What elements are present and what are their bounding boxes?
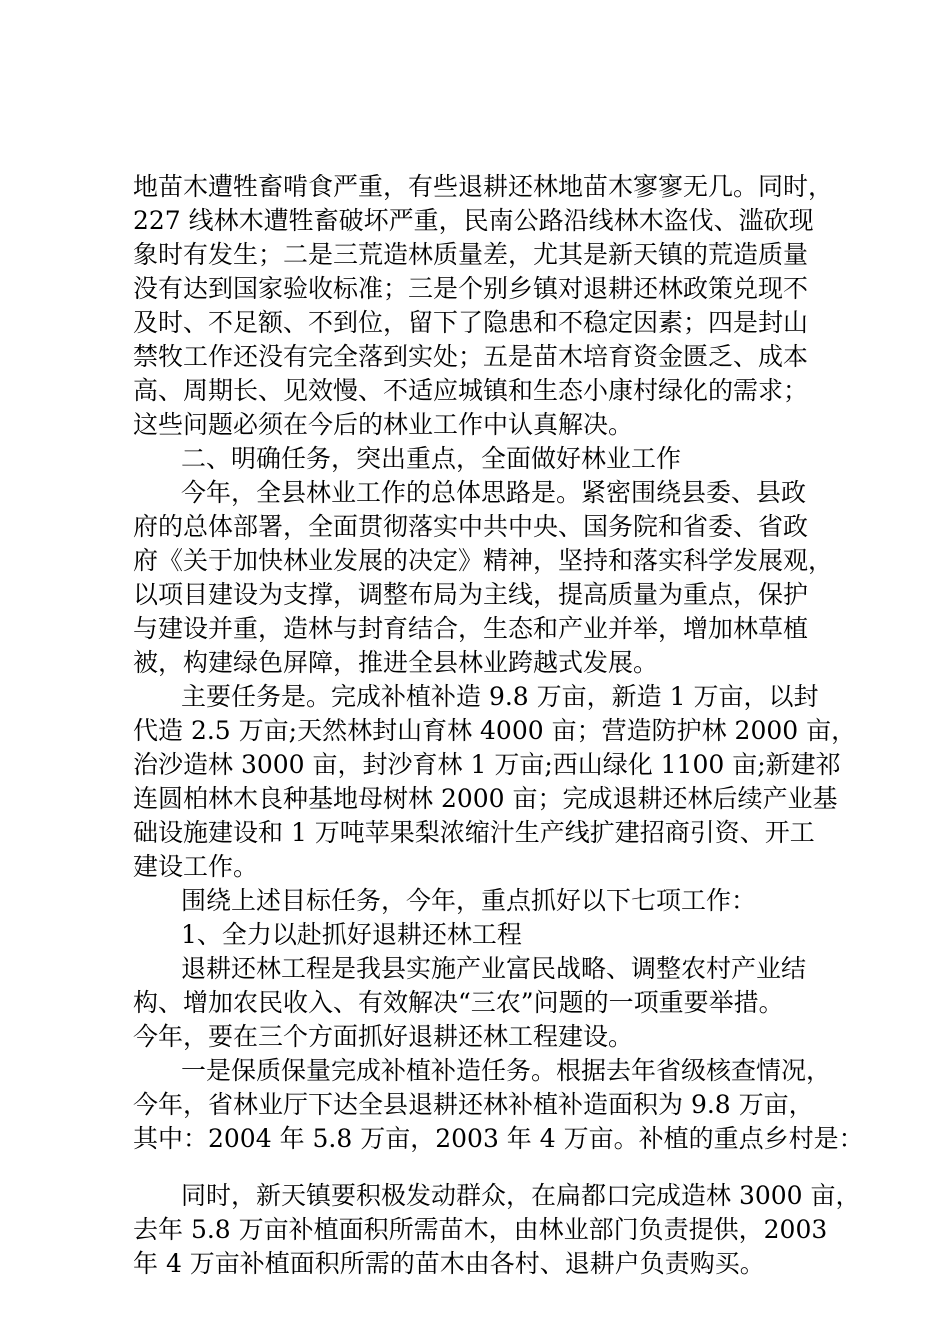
body-text-line: 年 4 万亩补植面积所需的苗木由各村、退耕户负责购买。 [133,1249,765,1278]
body-text-line: 以项目建设为支撑，调整布局为主线，提高质量为重点，保护 [133,580,809,609]
body-text-line: 连圆柏林木良种基地母树林 2000 亩；完成退耕还林后续产业基 [133,784,838,813]
body-text-line: 与建设并重，造林与封育结合，生态和产业并举，增加林草植 [133,614,809,643]
body-text-line: 禁牧工作还没有完全落到实处；五是苗木培育资金匮乏、成本 [133,342,809,371]
body-text-line: 这些问题必须在今后的林业工作中认真解决。 [133,410,634,439]
body-text-line: 去年 5.8 万亩补植面积所需苗木，由林业部门负责提供，2003 [133,1215,828,1244]
body-text-line: 退耕还林工程是我县实施产业富民战略、调整农村产业结 [181,954,807,983]
subsection-heading: 1、全力以赴抓好退耕还林工程 [181,920,522,949]
body-text-line: 一是保质保量完成补植补造任务。根据去年省级核查情况， [181,1056,832,1085]
body-text-line: 府《关于加快林业发展的决定》精神，坚持和落实科学发展观， [133,546,834,575]
body-text-line: 今年，要在三个方面抓好退耕还林工程建设。 [133,1022,634,1051]
section-heading: 二、明确任务，突出重点，全面做好林业工作 [181,444,682,473]
body-text-line: 今年，省林业厅下达全县退耕还林补植补造面积为 9.8 万亩， [133,1090,814,1119]
body-text-line: 象时有发生；二是三荒造林质量差，尤其是新天镇的荒造质量 [133,240,809,269]
body-text-line: 没有达到国家验收标准；三是个别乡镇对退耕还林政策兑现不 [133,274,809,303]
body-text-line: 代造 2.5 万亩;天然林封山育林 4000 亩；营造防护林 2000 亩， [133,716,857,745]
body-text-line: 其中：2004 年 5.8 万亩，2003 年 4 万亩。补植的重点乡村是： [133,1124,864,1153]
body-text-line: 础设施建设和 1 万吨苹果梨浓缩汁生产线扩建招商引资、开工 [133,818,815,847]
body-text-line: 被，构建绿色屏障，推进全县林业跨越式发展。 [133,648,659,677]
body-text-line: 同时，新天镇要积极发动群众，在扁都口完成造林 3000 亩， [181,1181,861,1210]
body-text-line: 建设工作。 [133,852,259,881]
body-text-line: 今年，全县林业工作的总体思路是。紧密围绕县委、县政 [181,478,807,507]
body-text-line: 227 线林木遭牲畜破坏严重，民南公路沿线林木盗伐、滥砍现 [133,206,814,235]
body-text-line: 构、增加农民收入、有效解决“三农”问题的一项重要举措。 [133,988,784,1017]
body-text-line: 高、周期长、见效慢、不适应城镇和生态小康村绿化的需求； [133,376,809,405]
body-text-line: 地苗木遭牲畜啃食严重，有些退耕还林地苗木寥寥无几。同时， [133,172,834,201]
body-text-line: 及时、不足额、不到位，留下了隐患和不稳定因素；四是封山 [133,308,809,337]
body-text-line: 府的总体部署，全面贯彻落实中共中央、国务院和省委、省政 [133,512,809,541]
body-text-line: 治沙造林 3000 亩，封沙育林 1 万亩;西山绿化 1100 亩;新建祁 [133,750,841,779]
body-text-line: 主要任务是。完成补植补造 9.8 万亩，新造 1 万亩，以封 [181,682,819,711]
body-text-line: 围绕上述目标任务，今年，重点抓好以下七项工作： [181,886,757,915]
